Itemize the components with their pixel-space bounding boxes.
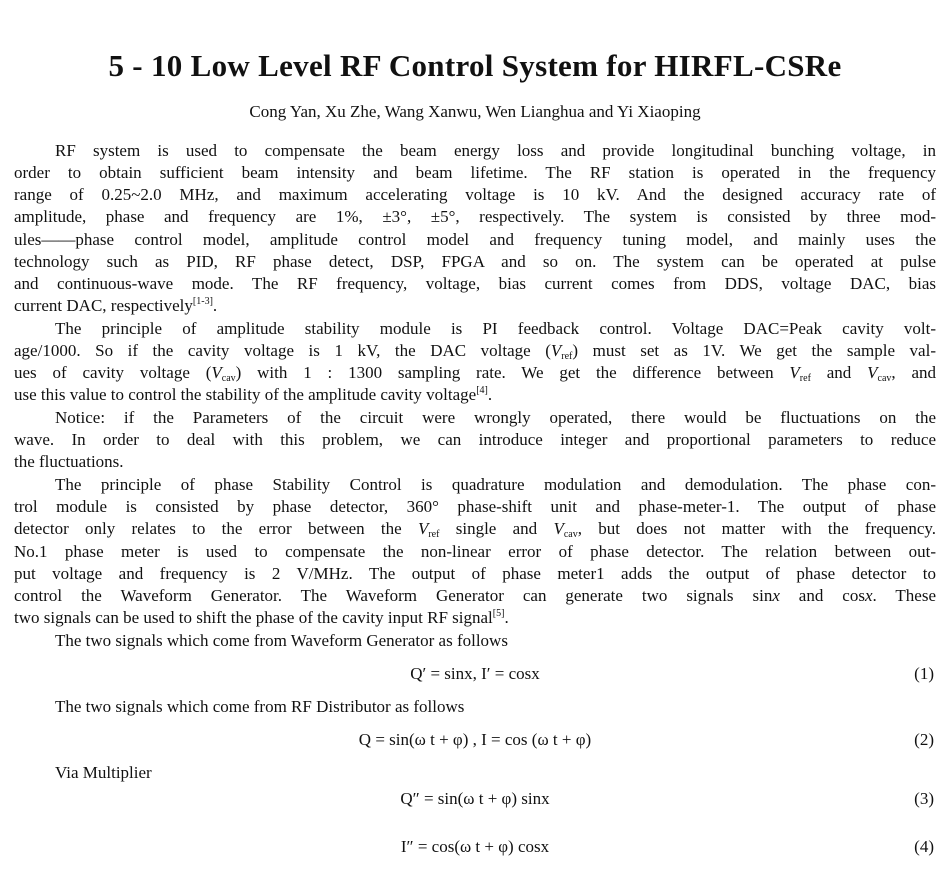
symbol-x: x [772, 586, 780, 605]
p4-line [14, 586, 936, 606]
p1-line: technology such as PID, RF phase detect, DSP, FPGA and so on. The system can be operated at pulse [14, 252, 936, 271]
p2-text: and [810, 363, 868, 382]
p4-line [14, 519, 936, 540]
p2-text: ) must set as 1V. We get the sample val- [572, 341, 936, 360]
waveform-intro: The two signals which come from Waveform Generator as follows [55, 631, 508, 650]
p1-line [14, 296, 936, 316]
p3-line: Notice: if the Parameters of the circuit were wrongly operated, there would be fluctuations on the [55, 408, 936, 427]
symbol-V: V [789, 363, 800, 382]
subscript-ref: ref [799, 373, 811, 384]
p1-line: range of 0.25~2.0 MHz, and maximum accelerating voltage is 10 kV. And the designed accuracy rate of [14, 185, 936, 204]
paper-title: 5 - 10 Low Level RF Control System for HIRFL-CSRe [108, 48, 842, 83]
p2-text: age/1000. So if the cavity voltage is 1 kV, the DAC voltage ( [14, 341, 551, 360]
multiplier-intro: Via Multiplier [55, 763, 152, 782]
p2-line: The principle of amplitude stability module is PI feedback control. Voltage DAC=Peak cavity volt- [55, 319, 936, 338]
p1-line: RF system is used to compensate the beam energy loss and provide longitudinal bunching voltage, in [55, 141, 936, 160]
p2-text: ues of cavity voltage ( [14, 363, 212, 382]
equation-number-4: (4) [914, 837, 934, 856]
p2-text: , and [891, 363, 937, 382]
p4-line: trol module is consisted by phase detector, 360° phase-shift unit and phase-meter-1. The output of phase [14, 497, 936, 516]
p2-text: use this value to control the stability of the amplitude cavity voltage [14, 385, 477, 404]
symbol-V: V [417, 519, 429, 538]
p4-text: , but does not matter with the frequency. [577, 519, 937, 538]
p2-text: ) with 1 : 1300 sampling rate. We get the difference between [235, 363, 790, 382]
p4-text: two signals can be used to shift the phase of the cavity input RF signal [14, 608, 493, 627]
equation-2: Q = sin(ω t + φ) , I = cos (ω t + φ) [358, 730, 592, 749]
symbol-V: V [550, 341, 562, 360]
symbol-V: V [211, 363, 222, 382]
p2-text: . [487, 385, 493, 404]
p2-line [14, 341, 936, 362]
symbol-V: V [867, 363, 878, 382]
p1-text: current DAC, respectively [14, 296, 193, 315]
subscript-ref: ref [428, 529, 440, 540]
citation-1-3: [1-3] [192, 296, 213, 307]
p4-text: control the Waveform Generator. The Waveform Generator can generate two signals sin [14, 586, 773, 605]
p4-line [14, 608, 936, 628]
citation-4: [4] [476, 385, 488, 396]
subscript-ref: ref [561, 351, 573, 362]
p4-text: single and [439, 519, 554, 538]
p1-line: ules——phase control model, amplitude control model and frequency tuning model, and mainly uses the [14, 230, 936, 249]
p4-line: No.1 phase meter is used to compensate the non-linear error of phase detector. The relation between out- [14, 542, 936, 561]
author-list: Cong Yan, Xu Zhe, Wang Xanwu, Wen Lianghua and Yi Xiaoping [249, 102, 701, 121]
p1-line: and continuous-wave mode. The RF frequency, voltage, bias current comes from DDS, voltage DAC, bias [14, 274, 936, 293]
p3-line: the fluctuations. [14, 452, 124, 471]
p4-text: . [504, 608, 509, 627]
subscript-cav: cav [563, 529, 578, 540]
p4-line: The principle of phase Stability Control is quadrature modulation and demodulation. The phase con- [55, 475, 936, 494]
subscript-cav: cav [221, 373, 236, 384]
p1-text: . [212, 296, 218, 315]
rf-distributor-intro: The two signals which come from RF Distributor as follows [55, 697, 465, 716]
symbol-x: x [864, 586, 873, 605]
equation-4: I″ = cos(ω t + φ) cosx [400, 837, 550, 856]
equation-number-1: (1) [914, 664, 934, 683]
citation-5: [5] [492, 608, 505, 619]
p1-line: order to obtain sufficient beam intensity and beam lifetime. The RF station is operated in the frequency [14, 163, 936, 182]
p4-text: and cos [779, 586, 865, 605]
p3-line: wave. In order to deal with this problem, we can introduce integer and proportional parameters to reduce [14, 430, 936, 449]
p1-line: amplitude, phase and frequency are 1%, ±3°, ±5°, respectively. The system is consisted by three mod- [14, 207, 936, 226]
p2-line [14, 385, 936, 405]
equation-number-2: (2) [914, 730, 934, 749]
p4-text: . These [872, 586, 936, 605]
p4-text: detector only relates to the error between the [14, 519, 418, 538]
subscript-cav: cav [877, 373, 892, 384]
p2-line [14, 363, 936, 384]
p4-line: put voltage and frequency is 2 V/MHz. The output of phase meter1 adds the output of phase detector to [14, 564, 936, 583]
equation-3: Q″ = sin(ω t + φ) sinx [400, 789, 550, 808]
equation-1: Q′ = sinx, I′ = cosx [410, 664, 540, 683]
symbol-V: V [553, 519, 564, 538]
equation-number-3: (3) [914, 789, 934, 808]
